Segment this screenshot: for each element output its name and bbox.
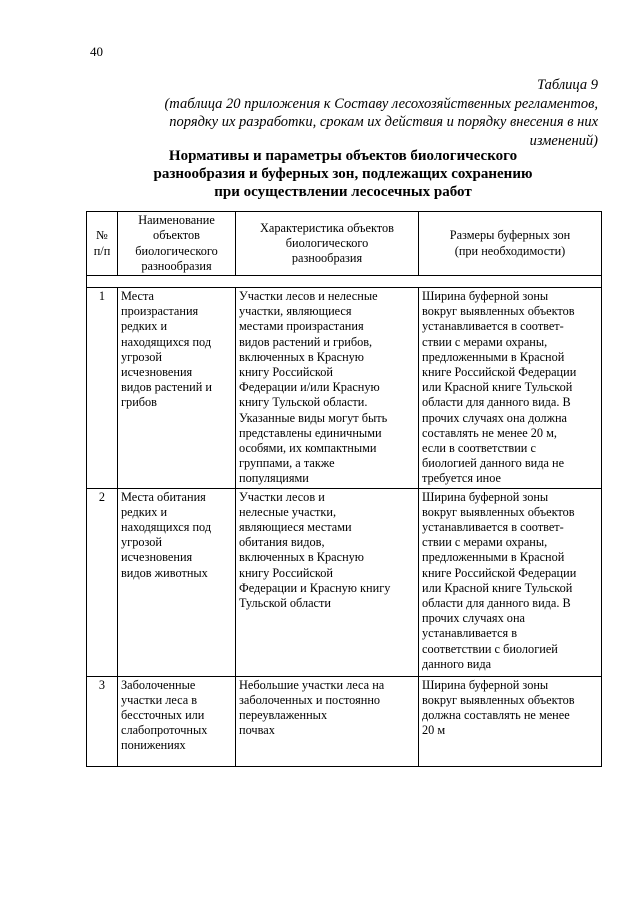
- table-spacer-row: [87, 276, 602, 288]
- cell-characteristic: Участки лесов и нелесные участки, являющиеся местами обитания видов, включенных в Красную книгу Российской Федерации и Красную книгу Тульской области: [236, 488, 419, 676]
- table-header-row: [87, 212, 602, 276]
- cell-num: 3: [87, 676, 118, 766]
- cell-num: 2: [87, 488, 118, 676]
- title-line: разнообразия и буферных зон, подлежащих сохранению: [153, 166, 533, 182]
- caption-line: изменений): [529, 132, 598, 149]
- norms-table: [86, 211, 602, 767]
- title-line: при осуществлении лесосечных работ: [214, 184, 472, 200]
- table-row: [87, 676, 602, 766]
- page-number: 40: [90, 44, 103, 59]
- document-title: [88, 147, 598, 201]
- cell-buffer: Ширина буферной зоны вокруг выявленных объектов устанавливается в соответ- ствии с мерами охраны, предложенными в Красной книге Российской Федерации или Красной книге Тульской области для данного вида. В прочих случаях она должна составлять не менее 20 м, если в соответствии с биологией данного вида не требуется иное: [419, 288, 602, 489]
- cell-name: Места обитания редких и находящихся под угрозой исчезновения видов животных: [118, 488, 236, 676]
- caption-line: порядку их разработки, срокам их действия и порядку внесения в них: [169, 114, 598, 130]
- cell-characteristic: Небольшие участки леса на заболоченных и постоянно переувлаженных почвах: [236, 676, 419, 766]
- cell-characteristic: Участки лесов и нелесные участки, являющиеся местами произрастания видов растений и грибов, включенных в Красную книгу Российской Федерации и/или Красную книгу Тульской области. Указанные виды могут быть представлены единичными особями, их компактными группами, а также популяциями: [236, 288, 419, 489]
- caption-line: (таблица 20 приложения к Составу лесохозяйственных регламентов,: [164, 95, 598, 112]
- header-name: Наименование объектов биологического разнообразия: [118, 212, 236, 276]
- cell-buffer: Ширина буферной зоны вокруг выявленных объектов должна составлять не менее 20 м: [419, 676, 602, 766]
- table-row: [87, 288, 602, 489]
- table-row: [87, 488, 602, 676]
- cell-buffer: Ширина буферной зоны вокруг выявленных объектов устанавливается в соответ- ствии с мерами охраны, предложенными в Красной книге Российской Федерации или Красной книге Тульской области для данного вида. В прочих случаях она устанавливается в соответствии с биологией данного вида: [419, 488, 602, 676]
- header-characteristic: Характеристика объектов биологического разнообразия: [236, 212, 419, 276]
- header-buffer: Размеры буферных зон (при необходимости): [419, 212, 602, 276]
- cell-name: Места произрастания редких и находящихся под угрозой исчезновения видов растений и грибов: [118, 288, 236, 489]
- title-line: Нормативы и параметры объектов биологического: [168, 148, 518, 164]
- cell-name: Заболоченные участки леса в бессточных или слабопроточных понижениях: [118, 676, 236, 766]
- cell-num: 1: [87, 288, 118, 489]
- spacer-cell: [87, 276, 602, 288]
- header-num: № п/п: [87, 212, 118, 276]
- table-caption: [90, 76, 598, 150]
- caption-table-number: Таблица 9: [537, 77, 598, 93]
